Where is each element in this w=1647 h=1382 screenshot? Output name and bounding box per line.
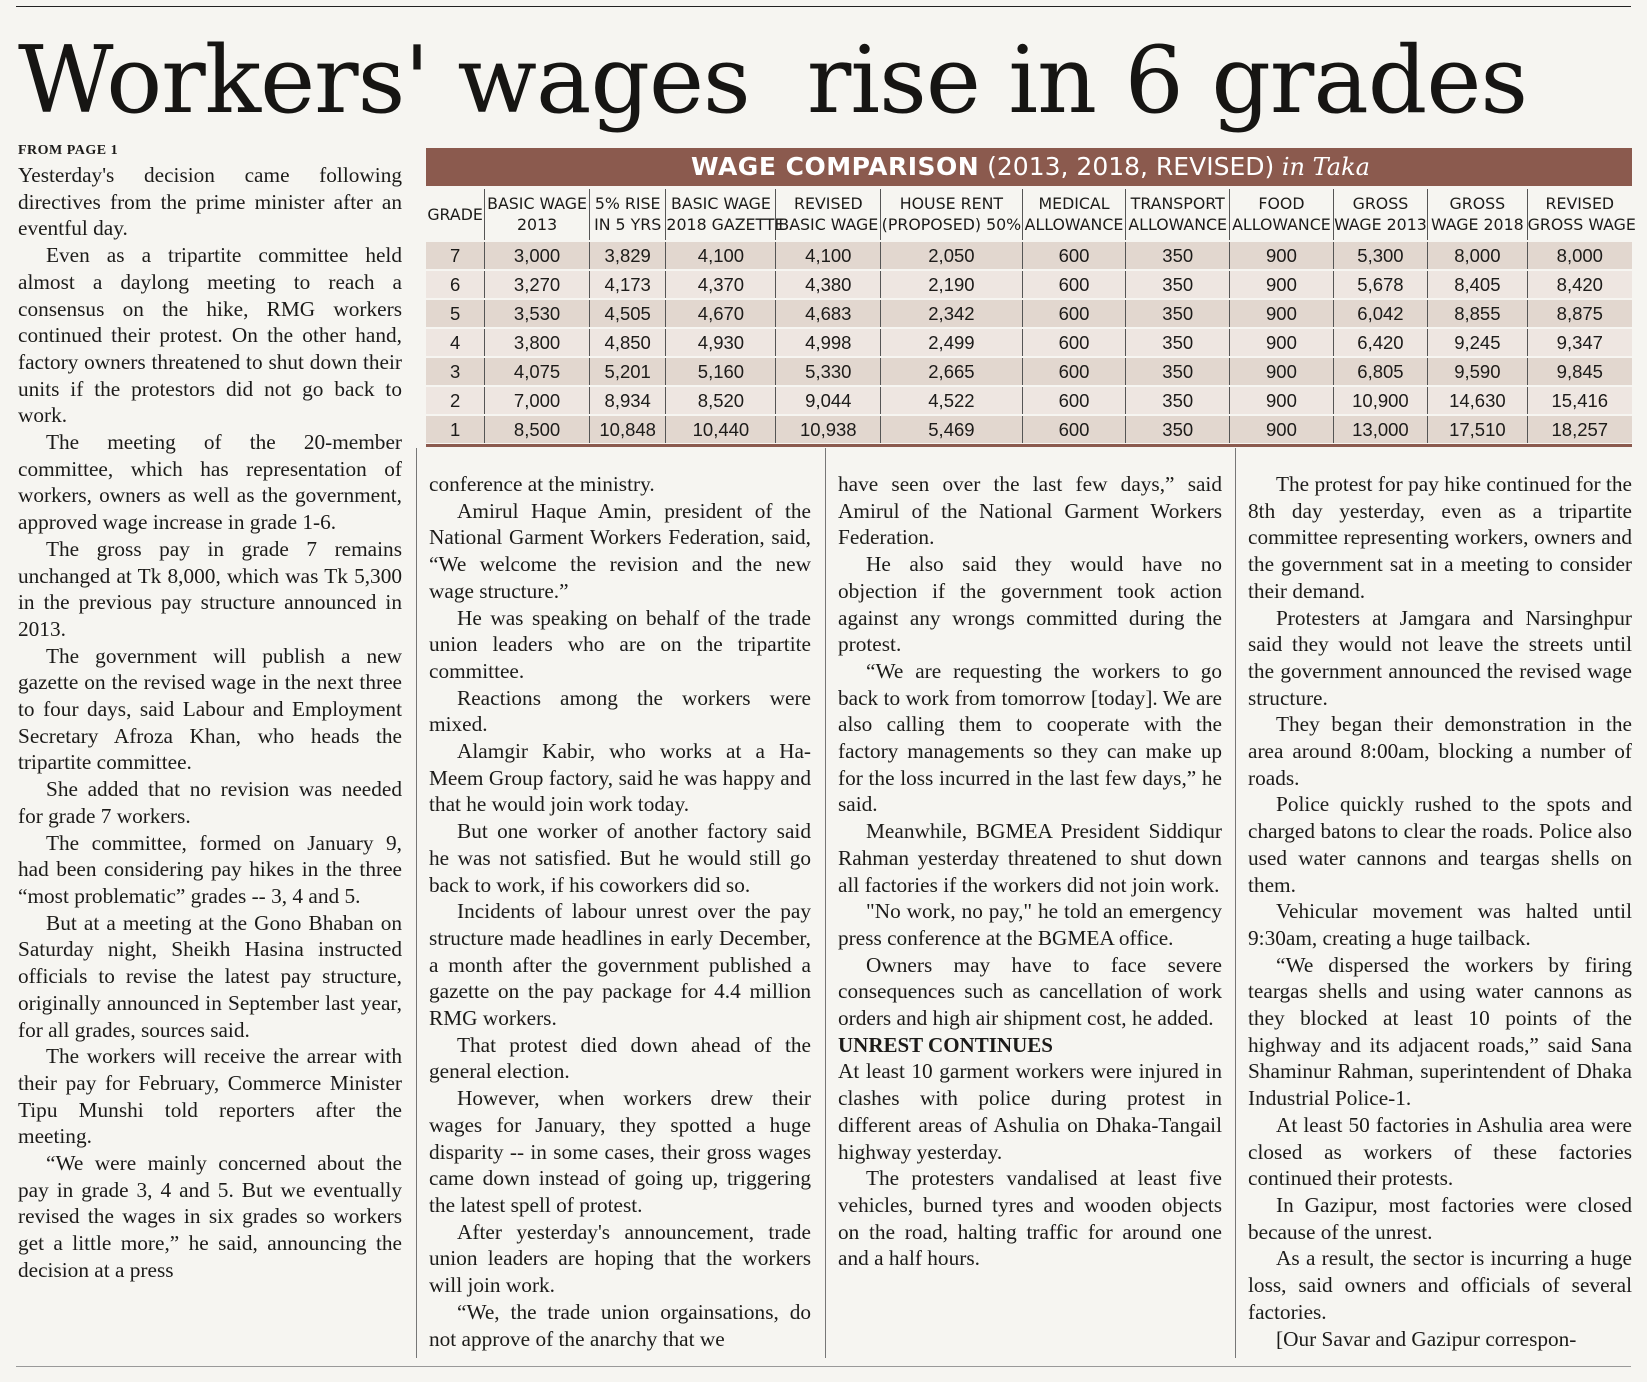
- top-rule: [16, 6, 1631, 7]
- table-cell: 14,630: [1428, 386, 1528, 415]
- table-cell: 900: [1230, 357, 1334, 386]
- table-cell: 4,380: [776, 270, 881, 299]
- table-header-cell: GROSS WAGE 2013: [1333, 189, 1427, 241]
- table-cell: 350: [1126, 357, 1230, 386]
- paragraph: The gross pay in grade 7 remains unchanged at Tk 8,000, which was Tk 5,300 in the previous pay structure announced in 2013.: [18, 536, 402, 641]
- table-cell: 8,000: [1428, 241, 1528, 270]
- table-cell: 8,420: [1527, 270, 1632, 299]
- table-title-years: (2013, 2018, REVISED): [979, 152, 1275, 181]
- column-2-body: [429, 471, 811, 1352]
- paragraph: “We were mainly concerned about the pay in grade 3, 4 and 5. But we eventually revised the wages in six grades so workers get a little more,” he said, announcing the decision at a press: [18, 1151, 402, 1282]
- table-cell: 10,938: [776, 415, 881, 443]
- table-cell: 3,000: [485, 241, 590, 270]
- table-row: [426, 270, 1632, 299]
- wage-table: [426, 189, 1636, 443]
- table-header-cell: 5% RISE IN 5 YRS: [589, 189, 665, 241]
- table-cell: 2,665: [881, 357, 1022, 386]
- table-cell: 9,590: [1428, 357, 1528, 386]
- table-cell: 5: [426, 299, 485, 328]
- paragraph: "No work, no pay," he told an emergency press conference at the BGMEA office.: [838, 899, 1222, 950]
- paragraph: The workers will receive the arrear with their pay for February, Commerce Minister Tipu Munshi told reporters after the meeting.: [18, 1044, 402, 1149]
- table-cell: 3,829: [589, 241, 665, 270]
- paragraph: Even as a tripartite committee held almost a daylong meeting to reach a consensus on the hike, RMG workers continued their protest. On the other hand, factory owners threatened to shut down their units if the protestors did not go back to work.: [18, 243, 402, 428]
- table-cell: 6,805: [1333, 357, 1427, 386]
- table-title: WAGE COMPARISON: [691, 152, 980, 181]
- paragraph: Police quickly rushed to the spots and charged batons to clear the roads. Police also used water cannons and teargas shells on them.: [1248, 792, 1632, 897]
- paragraph: At least 50 factories in Ashulia area were closed as workers of these factories continued their protests.: [1248, 1112, 1632, 1191]
- table-cell: 4,930: [666, 328, 776, 357]
- table-cell: 4,100: [776, 241, 881, 270]
- table-cell: 5,160: [666, 357, 776, 386]
- table-cell: 2,190: [881, 270, 1022, 299]
- paragraph: “We dispersed the workers by firing teargas shells and using water cannons as they blocked at least 10 points of the highway and its adjacent roads,” said Sana Shaminur Rahman, superintendent of Dhaka Industrial Police-1.: [1248, 952, 1632, 1111]
- paragraph: Protesters at Jamgara and Narsinghpur said they would not leave the streets until the government announced the revised wage structure.: [1248, 605, 1632, 710]
- table-header-cell: HOUSE RENT (PROPOSED) 50%: [881, 189, 1022, 241]
- table-cell: 6,042: [1333, 299, 1427, 328]
- table-cell: 600: [1022, 415, 1126, 443]
- table-cell: 10,848: [589, 415, 665, 443]
- table-cell: 4,670: [666, 299, 776, 328]
- table-cell: 4,505: [589, 299, 665, 328]
- table-row: [426, 299, 1632, 328]
- table-header-row: [426, 189, 1632, 241]
- table-row: [426, 415, 1632, 443]
- column-3-body-a: [838, 471, 1222, 1032]
- table-cell: 8,875: [1527, 299, 1632, 328]
- paragraph: Owners may have to face severe consequences such as cancellation of work orders and high air shipment cost, he added.: [838, 952, 1222, 1031]
- table-cell: 15,416: [1527, 386, 1632, 415]
- kicker: FROM PAGE 1: [18, 143, 119, 158]
- table-header-cell: BASIC WAGE 2018 GAZETTE: [666, 189, 776, 241]
- table-cell: 5,469: [881, 415, 1022, 443]
- table-cell: 8,855: [1428, 299, 1528, 328]
- table-cell: 10,440: [666, 415, 776, 443]
- table-cell: 900: [1230, 241, 1334, 270]
- paragraph: The protest for pay hike continued for the 8th day yesterday, even as a tripartite committee representing workers, owners and the government sat in a meeting to consider their demand.: [1248, 472, 1632, 603]
- table-cell: 3,800: [485, 328, 590, 357]
- table-cell: 900: [1230, 386, 1334, 415]
- paragraph: In Gazipur, most factories were closed because of the unrest.: [1248, 1192, 1632, 1244]
- table-cell: 4,683: [776, 299, 881, 328]
- table-header-cell: BASIC WAGE 2013: [485, 189, 590, 241]
- table-cell: 4: [426, 328, 485, 357]
- table-cell: 600: [1022, 270, 1126, 299]
- paragraph: have seen over the last few days,” said Amirul of the National Garment Workers Federation.: [838, 472, 1222, 550]
- table-cell: 900: [1230, 299, 1334, 328]
- paragraph: Amirul Haque Amin, president of the National Garment Workers Federation, said, “We welcome the revision and the new wage structure.”: [429, 498, 811, 603]
- table-row: [426, 386, 1632, 415]
- paragraph: Meanwhile, BGMEA President Siddiqur Rahman yesterday threatened to shut down all factories if the workers did not join work.: [838, 819, 1222, 897]
- table-cell: 350: [1126, 299, 1230, 328]
- article-column-3: [838, 471, 1222, 1272]
- table-cell: 2,050: [881, 241, 1022, 270]
- table-cell: 900: [1230, 328, 1334, 357]
- table-header-cell: REVISED GROSS WAGE: [1527, 189, 1632, 241]
- table-cell: 2,499: [881, 328, 1022, 357]
- table-cell: 350: [1126, 386, 1230, 415]
- table-cell: 350: [1126, 328, 1230, 357]
- table-header-cell: GRADE: [427, 204, 483, 224]
- column-divider: [1235, 448, 1236, 1358]
- paragraph: Reactions among the workers were mixed.: [429, 685, 811, 737]
- table-cell: 8,934: [589, 386, 665, 415]
- column-1-body: [18, 162, 402, 1284]
- paragraph: Yesterday's decision came following directives from the prime minister after an eventful day.: [18, 163, 402, 241]
- article-column-1: [18, 140, 402, 1284]
- paragraph: “We are requesting the workers to go back to work from tomorrow [today]. We are also calling them to cooperate with the factory managements so they can make up for the loss incurred in the last few days,” he said.: [838, 658, 1222, 817]
- bottom-rule: [16, 1366, 1631, 1367]
- column-divider: [416, 448, 417, 1358]
- table-cell: 4,998: [776, 328, 881, 357]
- table-cell: 900: [1230, 415, 1334, 443]
- paragraph: She added that no revision was needed for grade 7 workers.: [18, 777, 402, 828]
- table-header-cell: TRANSPORT ALLOWANCE: [1126, 189, 1230, 241]
- table-cell: 6,420: [1333, 328, 1427, 357]
- article-column-2: [429, 471, 811, 1352]
- paragraph: The meeting of the 20-member committee, which has representation of workers, owners as well as the government, approved wage increase in grade 1-6.: [18, 430, 402, 535]
- table-cell: 9,245: [1428, 328, 1528, 357]
- table-row: [426, 328, 1632, 357]
- paragraph: That protest died down ahead of the general election.: [429, 1032, 811, 1084]
- table-cell: 4,850: [589, 328, 665, 357]
- column-divider: [825, 448, 826, 1358]
- table-title-bar: [426, 148, 1632, 186]
- paragraph: They began their demonstration in the area around 8:00am, blocking a number of roads.: [1248, 712, 1632, 790]
- paragraph: But one worker of another factory said he was not satisfied. But he would still go back to work, if his coworkers did so.: [429, 819, 811, 897]
- paragraph: As a result, the sector is incurring a huge loss, said owners and officials of several factories.: [1248, 1246, 1632, 1324]
- paragraph: He also said they would have no objection if the government took action against any wrongs committed during the protest.: [838, 552, 1222, 657]
- table-cell: 5,678: [1333, 270, 1427, 299]
- paragraph: The government will publish a new gazette on the revised wage in the next three to four days, said Labour and Employment Secretary Afroza Khan, who heads the tripartite committee.: [18, 643, 402, 775]
- paragraph: Vehicular movement was halted until 9:30am, creating a huge tailback.: [1248, 899, 1632, 950]
- table-cell: 4,173: [589, 270, 665, 299]
- table-header-cell: REVISED BASIC WAGE: [776, 189, 881, 241]
- table-cell: 2,342: [881, 299, 1022, 328]
- table-header-cell: GROSS WAGE 2018: [1428, 189, 1528, 241]
- table-cell: 600: [1022, 357, 1126, 386]
- paragraph: Alamgir Kabir, who works at a Ha-Meem Group factory, said he was happy and that he would join work today.: [429, 739, 811, 817]
- column-3-body-b: [838, 1058, 1222, 1272]
- table-cell: 600: [1022, 241, 1126, 270]
- table-cell: 3,530: [485, 299, 590, 328]
- table-cell: 350: [1126, 415, 1230, 443]
- table-cell: 8,520: [666, 386, 776, 415]
- table-cell: 4,370: [666, 270, 776, 299]
- paragraph: Incidents of labour unrest over the pay structure made headlines in early December, a month after the government published a gazette on the pay package for 4.4 million RMG workers.: [429, 899, 811, 1031]
- paragraph: At least 10 garment workers were injured in clashes with police during protest in different areas of Ashulia on Dhaka-Tangail highway yesterday.: [838, 1059, 1222, 1164]
- table-cell: 9,845: [1527, 357, 1632, 386]
- table-cell: 600: [1022, 299, 1126, 328]
- table-cell: 6: [426, 270, 485, 299]
- table-cell: 3,270: [485, 270, 590, 299]
- table-title-unit: in Taka: [1274, 153, 1370, 181]
- table-row: [426, 357, 1632, 386]
- table-cell: 2: [426, 386, 485, 415]
- table-cell: 4,075: [485, 357, 590, 386]
- column-4-body: [1248, 471, 1632, 1352]
- table-cell: 600: [1022, 328, 1126, 357]
- table-bottom-rule: [426, 444, 1632, 447]
- table-cell: 600: [1022, 386, 1126, 415]
- table-cell: 7: [426, 241, 485, 270]
- paragraph: The protesters vandalised at least five vehicles, burned tyres and wooden objects on the road, halting traffic for around one and a half hours.: [838, 1166, 1222, 1271]
- table-header-cell: FOOD ALLOWANCE: [1230, 189, 1334, 241]
- table-cell: 8,405: [1428, 270, 1528, 299]
- headline: Workers' wages rise in 6 grades: [18, 26, 1528, 134]
- table-cell: 17,510: [1428, 415, 1528, 443]
- table-cell: 4,522: [881, 386, 1022, 415]
- article-column-4: [1248, 471, 1632, 1352]
- table-cell: 5,201: [589, 357, 665, 386]
- table-cell: 350: [1126, 241, 1230, 270]
- table-cell: 8,000: [1527, 241, 1632, 270]
- paragraph: He was speaking on behalf of the trade union leaders who are on the tripartite committee.: [429, 605, 811, 683]
- table-cell: 18,257: [1527, 415, 1632, 443]
- table-cell: 3: [426, 357, 485, 386]
- table-cell: 5,300: [1333, 241, 1427, 270]
- table-cell: 900: [1230, 270, 1334, 299]
- paragraph: After yesterday's announcement, trade union leaders are hoping that the workers will join work.: [429, 1219, 811, 1298]
- table-cell: 10,900: [1333, 386, 1427, 415]
- paragraph: The committee, formed on January 9, had been considering pay hikes in the three “most problematic” grades -- 3, 4 and 5.: [18, 830, 402, 908]
- wage-comparison-table: [426, 148, 1636, 447]
- table-cell: 9,044: [776, 386, 881, 415]
- table-cell: 9,347: [1527, 328, 1632, 357]
- paragraph: However, when workers drew their wages for January, they spotted a huge disparity -- in some cases, their gross wages came down instead of going up, triggering the latest spell of protest.: [429, 1086, 811, 1217]
- table-cell: 13,000: [1333, 415, 1427, 443]
- table-cell: 350: [1126, 270, 1230, 299]
- table-row: [426, 241, 1632, 270]
- table-cell: 1: [426, 415, 485, 443]
- table-cell: 8,500: [485, 415, 590, 443]
- table-header-cell: MEDICAL ALLOWANCE: [1022, 189, 1126, 241]
- paragraph: “We, the trade union orgainsations, do not approve of the anarchy that we: [429, 1299, 811, 1351]
- table-body: [426, 241, 1632, 443]
- table-cell: 7,000: [485, 386, 590, 415]
- paragraph: [Our Savar and Gazipur correspon-: [1276, 1326, 1577, 1351]
- subhead-unrest-continues: UNREST CONTINUES: [838, 1032, 1053, 1057]
- table-cell: 5,330: [776, 357, 881, 386]
- table-cell: 4,100: [666, 241, 776, 270]
- paragraph: conference at the ministry.: [429, 472, 655, 496]
- paragraph: But at a meeting at the Gono Bhaban on Saturday night, Sheikh Hasina instructed officials to revise the latest pay structure, originally announced in September last year, for all grades, sources said.: [18, 910, 402, 1042]
